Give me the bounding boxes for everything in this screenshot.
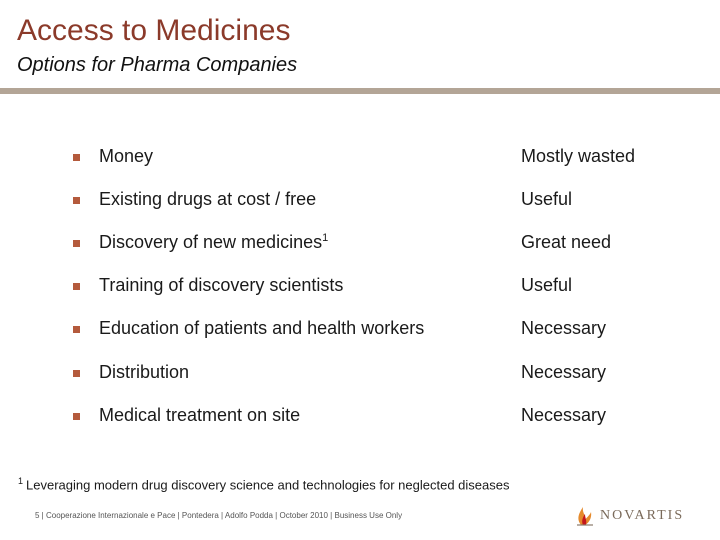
list-item: [0, 189, 720, 219]
list-item: [0, 232, 720, 262]
footnote-marker: 1: [18, 476, 24, 486]
slide-title: Access to Medicines: [17, 14, 291, 47]
bullet-icon: [73, 154, 80, 161]
logo-wordmark: NOVARTIS: [600, 508, 685, 523]
slide-footer: 5 | Cooperazione Internazionale e Pace | Pontedera | Adolfo Podda | October 2010 | Business Use Only: [35, 511, 403, 520]
footnote: [18, 476, 509, 492]
bullet-icon: [73, 240, 80, 247]
list-item: [0, 318, 720, 348]
item-label: Distribution: [99, 362, 190, 382]
bullet-icon: [73, 413, 80, 420]
novartis-flame-icon: [573, 503, 597, 527]
footnote-ref: 1: [322, 232, 329, 244]
slide-subtitle: Options for Pharma Companies: [17, 54, 298, 76]
item-label-text: Discovery of new medicines: [99, 232, 323, 252]
item-label: Money: [99, 146, 154, 166]
bullet-icon: [73, 370, 80, 377]
list-item: [0, 146, 720, 176]
item-label: Training of discovery scientists: [99, 275, 344, 295]
item-label: Education of patients and health workers: [99, 318, 425, 338]
footnote-text: Leveraging modern drug discovery science and technologies for neglected diseases: [26, 477, 510, 493]
item-value: Great need: [521, 232, 612, 252]
list-item: [0, 362, 720, 392]
item-label-with-footnote: [99, 232, 328, 253]
list-item: [0, 405, 720, 435]
item-value: Useful: [521, 189, 573, 209]
header-divider: [0, 88, 720, 94]
list-item: [0, 275, 720, 305]
item-label: Medical treatment on site: [99, 405, 301, 425]
item-value: Mostly wasted: [521, 146, 636, 166]
item-value: Necessary: [521, 405, 607, 425]
bullet-icon: [73, 197, 80, 204]
item-label: Existing drugs at cost / free: [99, 189, 317, 209]
item-value: Necessary: [521, 318, 607, 338]
item-value: Necessary: [521, 362, 607, 382]
bullet-icon: [73, 326, 80, 333]
item-value: Useful: [521, 275, 573, 295]
bullet-icon: [73, 283, 80, 290]
